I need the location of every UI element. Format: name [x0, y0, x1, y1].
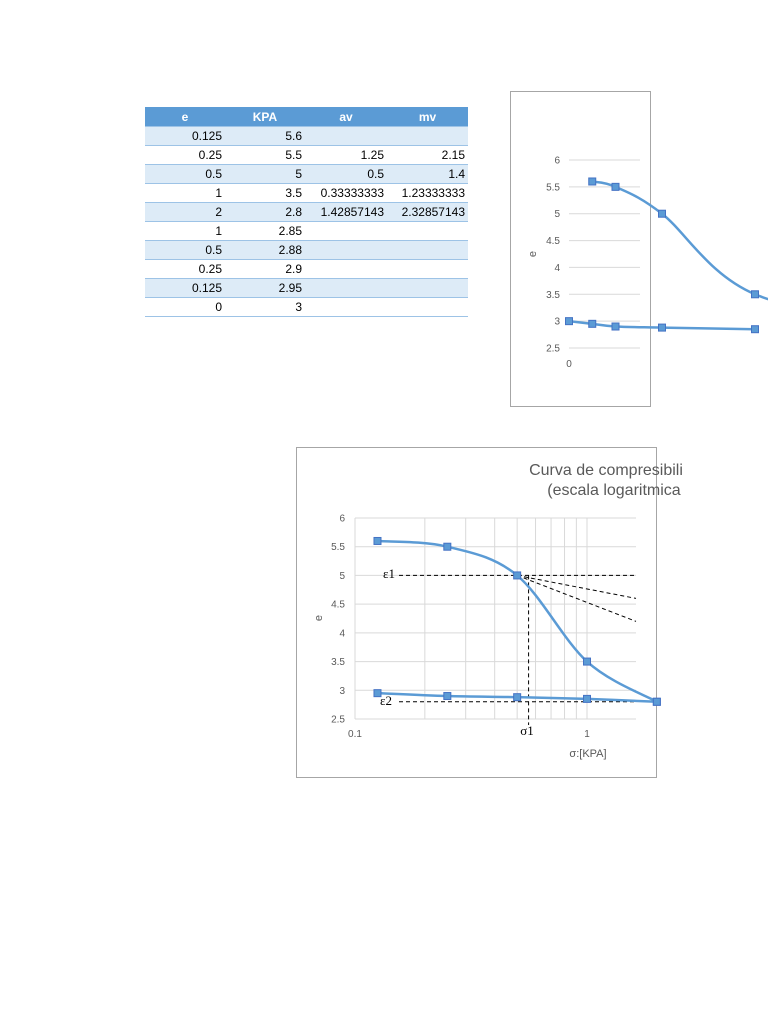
sigma1-label: σ1: [520, 723, 534, 738]
table-row: [145, 222, 468, 241]
data-point: [612, 183, 619, 190]
x-tick-label: 0.1: [348, 729, 362, 740]
y-tick-label: 3: [554, 316, 560, 328]
data-point: [584, 695, 591, 702]
table-cell: [387, 279, 468, 298]
table-cell: 2.9: [225, 260, 305, 279]
data-point: [444, 693, 451, 700]
data-point: [653, 698, 660, 705]
table-cell: 0.25: [145, 260, 225, 279]
table-cell: 5.5: [225, 146, 305, 165]
y-tick-label: 3: [339, 685, 345, 697]
table-cell: 0.125: [145, 127, 225, 146]
y-axis-label: e: [527, 250, 539, 258]
table-cell: 1.23333333: [387, 184, 468, 203]
table-cell: 2.95: [225, 279, 305, 298]
x-tick-label: 0: [566, 359, 572, 370]
table-cell: 2.15: [387, 146, 468, 165]
table-row: [145, 184, 468, 203]
data-point: [659, 324, 666, 331]
y-tick-label: 6: [339, 513, 345, 525]
table-row: [145, 203, 468, 222]
y-tick-label: 4.5: [546, 236, 560, 248]
x-tick-label: 1: [584, 729, 590, 740]
table-cell: 0.5: [145, 165, 225, 184]
table-cell: 0: [145, 298, 225, 317]
table-cell: 3.5: [225, 184, 305, 203]
y-tick-label: 2.5: [331, 714, 345, 726]
chart-subtitle: (escala logaritmica: [547, 482, 681, 499]
y-tick-label: 3.5: [331, 657, 345, 669]
table-cell: 1.4: [387, 165, 468, 184]
table-cell: 2.32857143: [387, 203, 468, 222]
data-point: [752, 326, 759, 333]
data-point: [374, 537, 381, 544]
table-cell: 1.42857143: [305, 203, 387, 222]
data-table: [145, 107, 468, 317]
table-cell: [305, 127, 387, 146]
data-point: [752, 291, 759, 298]
table-cell: 0.5: [305, 165, 387, 184]
data-point: [612, 323, 619, 330]
column-header: av: [305, 107, 387, 127]
y-tick-label: 5.5: [546, 182, 560, 194]
table-cell: 2.85: [225, 222, 305, 241]
data-point: [589, 320, 596, 327]
y-tick-label: 2.5: [546, 343, 560, 355]
column-header: e: [145, 107, 225, 127]
table-cell: 2.88: [225, 241, 305, 260]
table-header-row: [145, 107, 468, 127]
column-header: mv: [387, 107, 468, 127]
y-tick-label: 5: [554, 209, 560, 221]
data-point: [589, 178, 596, 185]
epsilon2-label: ε2: [380, 693, 392, 708]
table-cell: [305, 241, 387, 260]
y-tick-label: 5: [339, 570, 345, 582]
column-header: KPA: [225, 107, 305, 127]
table-row: [145, 146, 468, 165]
y-tick-label: 4: [554, 262, 560, 274]
chart-linear: [510, 91, 632, 408]
data-point: [444, 543, 451, 550]
table-cell: [387, 260, 468, 279]
table-cell: 1: [145, 222, 225, 241]
y-tick-label: 4: [339, 628, 345, 640]
y-tick-label: 5.5: [331, 542, 345, 554]
table-cell: [305, 298, 387, 317]
y-tick-label: 6: [554, 155, 560, 167]
table-cell: 3: [225, 298, 305, 317]
table-cell: 2.8: [225, 203, 305, 222]
x-axis-label: σ:[KPA]: [569, 748, 607, 760]
table-row: [145, 127, 468, 146]
epsilon1-label: ε1: [383, 566, 395, 581]
table-cell: [387, 127, 468, 146]
table-cell: [387, 241, 468, 260]
table-row: [145, 165, 468, 184]
table-cell: [305, 260, 387, 279]
table-cell: 0.25: [145, 146, 225, 165]
table-cell: 2: [145, 203, 225, 222]
chart-linear-frame: [511, 92, 651, 407]
table-cell: 1.25: [305, 146, 387, 165]
data-point: [659, 210, 666, 217]
table-cell: 0.5: [145, 241, 225, 260]
table-row: [145, 241, 468, 260]
chart-log: [296, 447, 683, 779]
table-cell: [305, 222, 387, 241]
table-cell: 0.125: [145, 279, 225, 298]
table-cell: [387, 222, 468, 241]
table-cell: 5.6: [225, 127, 305, 146]
chart-title: Curva de compresibili: [529, 462, 683, 479]
table-cell: [305, 279, 387, 298]
table-row: [145, 279, 468, 298]
table-cell: [387, 298, 468, 317]
table-cell: 1: [145, 184, 225, 203]
table-row: [145, 260, 468, 279]
data-point: [514, 572, 521, 579]
y-axis-label: e: [313, 614, 325, 622]
table-cell: 5: [225, 165, 305, 184]
data-point: [584, 658, 591, 665]
data-point: [514, 694, 521, 701]
table-cell: 0.33333333: [305, 184, 387, 203]
y-tick-label: 4.5: [331, 599, 345, 611]
data-point: [566, 318, 573, 325]
table-row: [145, 298, 468, 317]
y-tick-label: 3.5: [546, 289, 560, 301]
